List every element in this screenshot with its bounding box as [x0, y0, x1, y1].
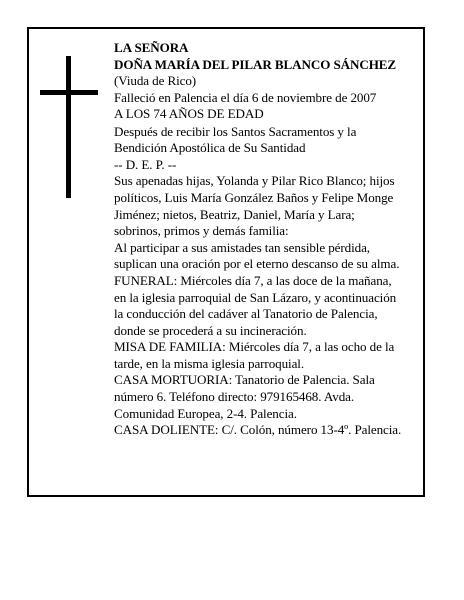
text-line: Sus apenadas hijas, Yolanda y Pilar Rico Blanco; hijos [114, 173, 395, 189]
text-line: Bendición Apostólica de Su Santidad [114, 140, 306, 156]
text-line: suplican una oración por el eterno descanso de su alma. [114, 256, 400, 272]
text-line: CASA MORTUORIA: Tanatorio de Palencia. Sala [114, 372, 375, 388]
cross-horizontal-bar [40, 90, 98, 95]
rest-in-peace: -- D. E. P. -- [114, 156, 177, 172]
text-line: tarde, en la misma iglesia parroquial. [114, 355, 304, 371]
sacraments-paragraph [114, 124, 424, 157]
notice-header: LA SEÑORA [114, 40, 189, 55]
funeral-paragraph [114, 273, 424, 339]
text-line: en la iglesia parroquial de San Lázaro, y acontinuación [114, 289, 397, 305]
notice-text [114, 40, 424, 439]
death-details: Falleció en Palencia el día 6 de noviembre de 2007 [114, 89, 377, 105]
text-line: políticos, Luis María González Baños y Felipe Monge [114, 189, 394, 205]
family-paragraph [114, 173, 424, 239]
request-paragraph [114, 240, 424, 273]
cross-vertical-bar [66, 56, 71, 198]
text-line: Al participar a sus amistades tan sensible pérdida, [114, 239, 370, 255]
age-at-death: A LOS 74 AÑOS DE EDAD [114, 106, 264, 122]
text-line: sobrinos, primos y demás familia: [114, 223, 289, 239]
cross-icon [40, 56, 98, 198]
text-line: Jiménez; nietos, Beatriz, Daniel, María y Lara; [114, 206, 355, 222]
deceased-name: DOÑA MARÍA DEL PILAR BLANCO SÁNCHEZ [114, 56, 397, 72]
text-line: la conducción del cadáver al Tanatorio de Palencia, [114, 306, 378, 322]
funeral-home-paragraph [114, 372, 424, 422]
widow-of: (Viuda de Rico) [114, 73, 197, 89]
text-line: MISA DE FAMILIA: Miércoles día 7, a las ocho de la [114, 339, 395, 355]
text-line: número 6. Teléfono directo: 979165468. Avda. [114, 389, 355, 405]
mourning-house: CASA DOLIENTE: C/. Colón, número 13-4º. Palencia. [114, 422, 402, 438]
family-mass-paragraph [114, 339, 424, 372]
text-line: donde se procederá a su incineración. [114, 322, 307, 338]
obituary-notice [27, 27, 425, 497]
text-line: FUNERAL: Miércoles día 7, a las doce de la mañana, [114, 272, 392, 288]
text-line: Comunidad Europea, 2-4. Palencia. [114, 405, 297, 421]
text-line: Después de recibir los Santos Sacramentos y la [114, 123, 357, 139]
